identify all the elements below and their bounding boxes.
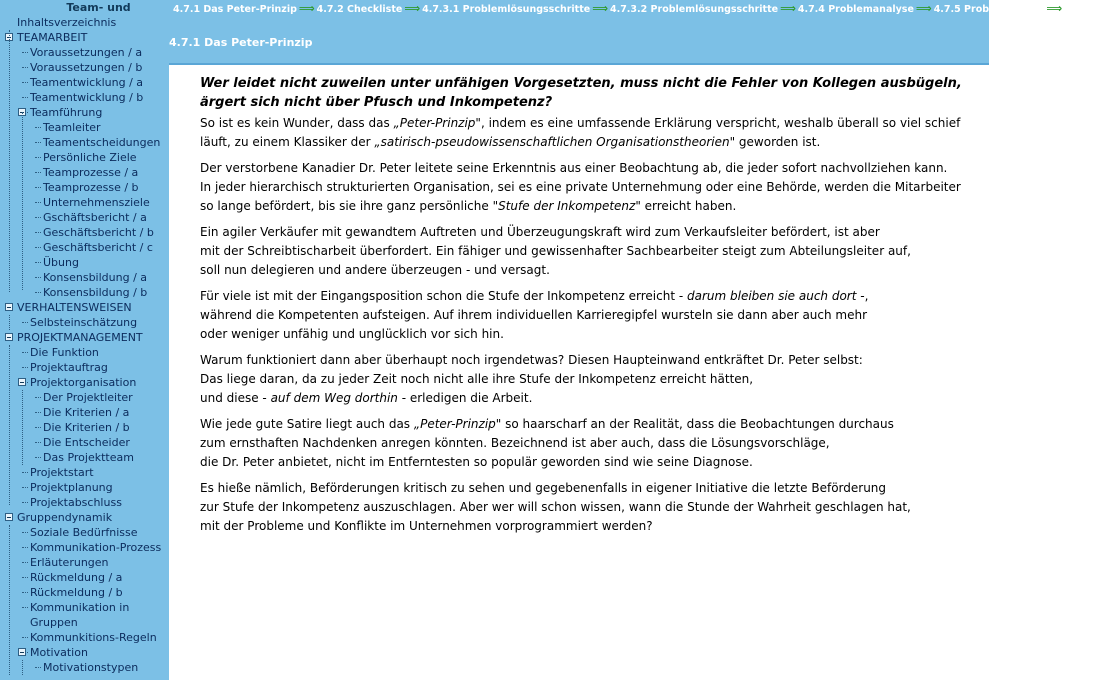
breadcrumb-link[interactable]: 4.7.2 Checkliste — [316, 4, 403, 15]
text: - erledigen die Arbeit. — [397, 391, 533, 405]
tree-connector — [22, 607, 28, 608]
sidebar-item-label[interactable]: PROJEKTMANAGEMENT — [17, 331, 143, 344]
tree-connector — [35, 232, 41, 233]
collapse-toggle-icon[interactable] — [18, 648, 26, 656]
tree-guide-line — [9, 525, 10, 675]
sidebar-item-label[interactable]: Das Projektteam — [43, 451, 134, 464]
text-line: zur Stufe der Inkompetenz auszuschlagen. Aber wer will schon wissen, wann die Stunde der Wahrheit geschlagen hat, — [200, 500, 911, 514]
sidebar-item-label[interactable]: Die Funktion — [30, 346, 99, 359]
sidebar-item[interactable] — [0, 135, 169, 150]
text-line: Der verstorbene Kanadier Dr. Peter leitete seine Erkenntnis aus einer Beobachtung ab, die jeder sofort nachvollziehen kann. — [200, 161, 948, 175]
collapse-toggle-icon[interactable] — [5, 513, 13, 521]
arrow-right-icon: ⟹ — [592, 2, 608, 15]
sidebar-item[interactable] — [0, 480, 169, 495]
arrow-right-icon: ⟹ — [298, 2, 315, 15]
page-title: 4.7.1 Das Peter-Prinzip — [169, 36, 313, 49]
header-bar — [169, 0, 1101, 63]
sidebar-item-label[interactable]: Die Kriterien / b — [43, 421, 130, 434]
text-line: Das liege daran, da zu jeder Zeit noch nicht alle ihre Stufe der Inkompetenz erreicht hätten, — [200, 372, 754, 386]
lead-question — [200, 74, 980, 112]
sidebar-item-label[interactable]: Die Entscheider — [43, 436, 130, 449]
sidebar-item[interactable] — [0, 270, 169, 285]
sidebar-item[interactable] — [0, 120, 169, 135]
text-line — [200, 389, 980, 408]
text-line — [200, 197, 980, 216]
sidebar-item[interactable] — [0, 75, 169, 90]
sidebar-item[interactable] — [0, 420, 169, 435]
breadcrumb-link[interactable]: 4.7.3.2 Problemlösungsschritte — [609, 4, 779, 15]
text: Wie jede gute Satire liegt auch das — [200, 417, 414, 431]
collapse-toggle-icon[interactable] — [5, 333, 13, 341]
text-line — [200, 415, 980, 434]
collapse-toggle-icon[interactable] — [18, 378, 26, 386]
sidebar-item-label[interactable]: Kommunkitions-Regeln — [30, 631, 157, 644]
tree-connector — [22, 97, 28, 98]
sidebar-item-label[interactable]: Teamleiter — [43, 121, 101, 134]
sidebar-item[interactable] — [0, 105, 169, 120]
sidebar-item-label[interactable]: Geschäftsbericht / b — [43, 226, 154, 239]
text-line: Es hieße nämlich, Beförderungen kritisch zu sehen und gegebenenfalls in eigener Initiative die letzte Beförderung — [200, 481, 887, 495]
italic-text: auf dem Weg dorthin — [270, 391, 398, 405]
tree-connector — [22, 67, 28, 68]
sidebar-item[interactable] — [0, 660, 169, 675]
sidebar-item[interactable] — [0, 555, 169, 570]
tree-connector — [22, 322, 28, 323]
tree-connector — [35, 277, 41, 278]
sidebar-item-label[interactable]: Teamentwicklung / a — [30, 76, 144, 89]
sidebar-item-label[interactable]: Voraussetzungen / b — [30, 61, 143, 74]
sidebar-item-label[interactable]: Teamführung — [30, 106, 103, 119]
text-line: Warum funktioniert dann aber überhaupt noch irgendetwas? Diesen Haupteinwand entkräftet Dr. Peter selbst: — [200, 353, 863, 367]
tree-connector — [22, 487, 28, 488]
tree-guide-line — [22, 112, 23, 290]
sidebar-item-label[interactable]: Geschäftsbericht / c — [43, 241, 153, 254]
sidebar-item[interactable] — [0, 180, 169, 195]
header-divider — [169, 63, 989, 65]
sidebar-item-label[interactable]: Projektauftrag — [30, 361, 108, 374]
sidebar-item-label[interactable]: Teamprozesse / b — [43, 181, 139, 194]
lead-line: ärgert sich nicht über Pfusch und Inkompetenz? — [200, 95, 553, 110]
text-line — [200, 287, 980, 306]
text: so lange befördert, bis sie ihre ganz persönliche — [200, 199, 493, 213]
text-line: oder weniger unfähig und unglücklich vor sich hin. — [200, 327, 504, 341]
tree-connector — [35, 427, 41, 428]
navigation-tree — [0, 15, 169, 675]
text: So ist es kein Wunder, dass das — [200, 116, 394, 130]
text: Für viele ist mit der Eingangsposition schon die Stufe der Inkompetenz erreicht - — [200, 289, 687, 303]
tree-connector — [35, 142, 41, 143]
sidebar-item-label[interactable]: Konsensbildung / a — [43, 271, 148, 284]
sidebar-item[interactable] — [0, 375, 169, 390]
sidebar-item[interactable] — [0, 225, 169, 240]
sidebar-item[interactable] — [0, 390, 169, 405]
breadcrumb-link[interactable]: 4.7.1 Das Peter-Prinzip — [173, 4, 297, 15]
sidebar-navigation — [0, 0, 169, 680]
sidebar-item[interactable] — [0, 360, 169, 375]
text: geworden ist. — [735, 135, 821, 149]
text: so haarscharf an der Realität, dass die Beobachtungen durchaus — [501, 417, 894, 431]
text: erreicht haben. — [640, 199, 737, 213]
sidebar-item[interactable] — [0, 540, 169, 555]
tree-connector — [35, 457, 41, 458]
tree-connector — [22, 472, 28, 473]
italic-quote: „Peter-Prinzip" — [413, 417, 502, 431]
tree-guide-line — [9, 345, 10, 505]
sidebar-item-label[interactable]: Übung — [43, 256, 79, 269]
sidebar-item[interactable] — [0, 645, 169, 660]
sidebar-item[interactable] — [0, 90, 169, 105]
sidebar-item[interactable] — [0, 630, 169, 645]
text-line: Ein agiler Verkäufer mit gewandtem Auftreten und Überzeugungskraft wird zum Verkaufsleiter befördert, ist aber — [200, 225, 880, 239]
sidebar-item[interactable] — [0, 315, 169, 330]
sidebar-item[interactable] — [0, 570, 169, 585]
tree-connector — [22, 82, 28, 83]
sidebar-item[interactable] — [0, 465, 169, 480]
tree-connector — [35, 157, 41, 158]
sidebar-item-label[interactable]: Inhaltsverzeichnis — [17, 16, 117, 29]
sidebar-item-label[interactable]: Projektorganisation — [30, 376, 137, 389]
paragraph — [200, 159, 980, 216]
sidebar-item[interactable] — [0, 210, 169, 225]
text: , indem es eine umfassende Erklärung verspricht, weshalb überall so viel schief läuft, zu einem Klassiker der — [200, 116, 961, 149]
sidebar-item[interactable] — [0, 585, 169, 600]
tree-guide-line — [9, 30, 10, 292]
tree-connector — [22, 592, 28, 593]
sidebar-item[interactable] — [0, 195, 169, 210]
italic-quote: "Stufe der Inkompetenz" — [492, 199, 641, 213]
tree-connector — [35, 442, 41, 443]
tree-connector — [22, 637, 28, 638]
text-line: während die Kompetenten aufsteigen. Auf ihrem individuellen Karrieregipfel wursteln sie dann aber auch mehr — [200, 308, 868, 322]
sidebar-item[interactable] — [0, 300, 169, 315]
tree-guide-line — [9, 315, 10, 330]
sidebar-item-label[interactable]: Projektstart — [30, 466, 94, 479]
tree-guide-line — [22, 390, 23, 465]
sidebar-item-label[interactable]: Teamprozesse / a — [43, 166, 139, 179]
tree-connector — [35, 412, 41, 413]
lead-line: Wer leidet nicht zuweilen unter unfähigen Vorgesetzten, muss nicht die Fehler von Kollegen ausbügeln, — [200, 76, 962, 91]
sidebar-item-label[interactable]: Motivation — [30, 646, 88, 659]
sidebar-item[interactable] — [0, 45, 169, 60]
breadcrumb-link[interactable]: 4.7.6 Z — [1064, 4, 1101, 15]
tree-connector — [35, 217, 41, 218]
tree-connector — [22, 502, 28, 503]
sidebar-item[interactable] — [0, 15, 169, 30]
sidebar-item[interactable] — [0, 495, 169, 510]
sidebar-item-label[interactable]: Konsensbildung / b — [43, 286, 148, 299]
sidebar-item-label[interactable]: TEAMARBEIT — [17, 31, 88, 44]
sidebar-title: Team- und — [66, 1, 131, 14]
main-content — [200, 74, 980, 543]
text-line: die Dr. Peter anbietet, nicht im Entferntesten so populär geworden sind wie seine Diagnose. — [200, 455, 753, 469]
arrow-right-icon: ⟹ — [780, 2, 796, 15]
sidebar-item-label[interactable]: Projektabschluss — [30, 496, 122, 509]
paragraph — [200, 351, 980, 408]
tree-connector — [35, 292, 41, 293]
text-line: In jeder hierarchisch strukturierten Organisation, sei es eine private Unternehmung oder eine Behörde, werden die Mitarbeiter — [200, 180, 961, 194]
sidebar-item-label[interactable]: Persönliche Ziele — [43, 151, 137, 164]
tree-connector — [22, 562, 28, 563]
tree-connector — [22, 532, 28, 533]
breadcrumb-link[interactable]: 4.7.5 Problemlösung — [933, 4, 1045, 15]
tree-connector — [35, 667, 41, 668]
sidebar-item-label[interactable]: Kommunikation in Gruppen — [30, 601, 130, 629]
sidebar-item[interactable] — [0, 60, 169, 75]
tree-connector — [35, 397, 41, 398]
tree-connector — [22, 547, 28, 548]
sidebar-item-label[interactable]: Die Kriterien / a — [43, 406, 130, 419]
sidebar-item[interactable] — [0, 600, 169, 630]
breadcrumb-link[interactable]: 4.7.3.1 Problemlösungsschritte — [422, 4, 591, 15]
sidebar-item[interactable] — [0, 150, 169, 165]
text: und diese - — [200, 391, 271, 405]
italic-text: darum bleiben sie auch dort - — [686, 289, 865, 303]
sidebar-item-label[interactable]: Kommunikation-Prozess — [30, 541, 162, 554]
sidebar-item[interactable] — [0, 30, 169, 45]
tree-connector — [35, 127, 41, 128]
sidebar-item-label[interactable]: Projektplanung — [30, 481, 113, 494]
paragraph — [200, 479, 980, 536]
paragraph — [200, 223, 980, 280]
sidebar-item[interactable] — [0, 435, 169, 450]
text-line: mit der Schreibtischarbeit überfordert. Ein fähiger und gewissenhafter Sachbearbeiter steigt zum Abteilungsleiter auf, — [200, 244, 911, 258]
text-line: zum ernsthaften Nachdenken anregen könnten. Bezeichnend ist aber auch, dass die Lösungsvorschläge, — [200, 436, 830, 450]
sidebar-item-label[interactable]: Teamentscheidungen — [43, 136, 161, 149]
sidebar-item-label[interactable]: Gruppendynamik — [17, 511, 113, 524]
sidebar-item[interactable] — [0, 285, 169, 300]
paragraph — [200, 287, 980, 344]
sidebar-item[interactable] — [0, 165, 169, 180]
sidebar-item[interactable] — [0, 330, 169, 345]
breadcrumb-link[interactable]: 4.7.4 Problemanalyse — [797, 4, 914, 15]
paragraph — [200, 114, 980, 152]
sidebar-item-label[interactable]: Teamentwicklung / b — [30, 91, 144, 104]
sidebar-item[interactable] — [0, 525, 169, 540]
sidebar-item[interactable] — [0, 255, 169, 270]
tree-connector — [22, 367, 28, 368]
text-line: soll nun delegieren und andere überzeugen - und versagt. — [200, 263, 550, 277]
tree-connector — [22, 52, 28, 53]
collapse-toggle-icon[interactable] — [5, 303, 13, 311]
sidebar-item-label[interactable]: Rückmeldung / b — [30, 586, 123, 599]
tree-connector — [35, 187, 41, 188]
italic-quote: „satirisch-pseudowissenschaftlichen Organisationstheorien" — [374, 135, 736, 149]
tree-connector — [35, 202, 41, 203]
arrow-right-icon: ⟹ — [915, 2, 932, 15]
sidebar-item[interactable] — [0, 450, 169, 465]
sidebar-item-label[interactable]: Erläuterungen — [30, 556, 109, 569]
sidebar-item-label[interactable]: Motivationstypen — [43, 661, 139, 674]
tree-connector — [22, 577, 28, 578]
sidebar-item[interactable] — [0, 510, 169, 525]
paragraph — [200, 415, 980, 472]
sidebar-item-label[interactable]: Voraussetzungen / a — [30, 46, 143, 59]
tree-connector — [22, 352, 28, 353]
tree-connector — [35, 262, 41, 263]
sidebar-item-label[interactable]: VERHALTENSWEISEN — [17, 301, 132, 314]
text-line: mit der Probleme und Konflikte im Unternehmen vorprogrammiert werden? — [200, 519, 653, 533]
sidebar-item-label[interactable]: Unternehmensziele — [43, 196, 150, 209]
italic-quote: „Peter-Prinzip" — [393, 116, 481, 130]
sidebar-item-label[interactable]: Rückmeldung / a — [30, 571, 123, 584]
sidebar-item-label[interactable]: Soziale Bedürfnisse — [30, 526, 138, 539]
sidebar-item[interactable] — [0, 240, 169, 255]
arrow-right-icon: ⟹ — [1046, 2, 1063, 15]
sidebar-item-label[interactable]: Der Projektleiter — [43, 391, 133, 404]
arrow-right-icon: ⟹ — [404, 2, 421, 15]
tree-connector — [35, 172, 41, 173]
tree-connector — [35, 247, 41, 248]
sidebar-item-label[interactable]: Gschäftsbericht / a — [43, 211, 147, 224]
sidebar-item[interactable] — [0, 405, 169, 420]
sidebar-item-label[interactable]: Selbsteinschätzung — [30, 316, 138, 329]
breadcrumb — [169, 0, 1101, 17]
tree-guide-line — [22, 660, 23, 675]
text: , — [864, 289, 869, 303]
sidebar-item[interactable] — [0, 345, 169, 360]
